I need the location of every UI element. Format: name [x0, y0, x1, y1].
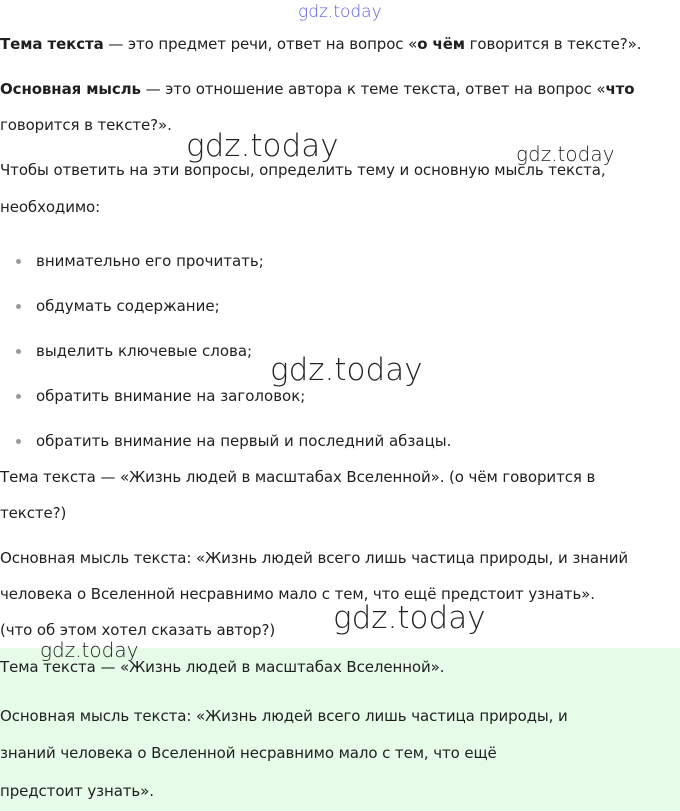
idea-question-bold: что	[605, 80, 635, 98]
bullet-dot	[16, 304, 21, 309]
topic-definition-part1: — это предмет речи, ответ на вопрос «	[103, 35, 418, 53]
topic-term: Тема текста	[0, 35, 104, 53]
list-item-text: обратить внимание на первый и последний абзацы.	[36, 432, 452, 450]
bullet-dot	[16, 259, 21, 264]
watermark-top: gdz.today	[298, 2, 382, 22]
watermark: gdz.today	[186, 128, 339, 164]
answer-idea-line2: знаний человека о Вселенной несравнимо мало с тем, что ещё	[0, 744, 497, 762]
answer-idea-line1: Основная мысль текста: «Жизнь людей всего лишь частица природы, и	[0, 707, 568, 725]
answer-topic: Тема текста — «Жизнь людей в масштабах Вселенной».	[0, 658, 445, 676]
analysis-idea-line3: (что об этом хотел сказать автор?)	[0, 621, 276, 639]
idea-definition-part1: — это отношение автора к теме текста, ответ на вопрос «	[140, 80, 606, 98]
instructions-line1: Чтобы ответить на эти вопросы, определить тему и основную мысль текста,	[0, 161, 606, 179]
bullet-dot	[16, 349, 21, 354]
watermark: gdz.today	[40, 638, 139, 662]
list-item-text: обратить внимание на заголовок;	[36, 387, 306, 405]
analysis-topic-line1: Тема текста — «Жизнь людей в масштабах Вселенной». (о чём говорится в	[0, 468, 596, 486]
idea-definition-line2: говорится в тексте?».	[0, 116, 172, 134]
watermark: gdz.today	[333, 600, 486, 636]
idea-definition-line1	[0, 79, 634, 99]
topic-definition-part2: говорится в тексте?».	[464, 35, 642, 53]
answer-idea-line3: предстоит узнать».	[0, 782, 154, 800]
list-item-text: внимательно его прочитать;	[36, 252, 264, 270]
idea-term: Основная мысль	[0, 80, 141, 98]
watermark: gdz.today	[270, 352, 423, 388]
instructions-line2: необходимо:	[0, 198, 101, 216]
bullet-dot	[16, 394, 21, 399]
topic-question-bold: о чём	[417, 35, 465, 53]
list-item-text: обдумать содержание;	[36, 297, 220, 315]
bullet-dot	[16, 439, 21, 444]
analysis-topic-line2: тексте?)	[0, 504, 67, 522]
analysis-idea-line1: Основная мысль текста: «Жизнь людей всего лишь частица природы, и знаний	[0, 549, 628, 567]
topic-definition	[0, 34, 641, 54]
list-item-text: выделить ключевые слова;	[36, 342, 253, 360]
analysis-idea-line2: человека о Вселенной несравнимо мало с тем, что ещё предстоит узнать».	[0, 585, 595, 603]
watermark: gdz.today	[516, 142, 615, 166]
